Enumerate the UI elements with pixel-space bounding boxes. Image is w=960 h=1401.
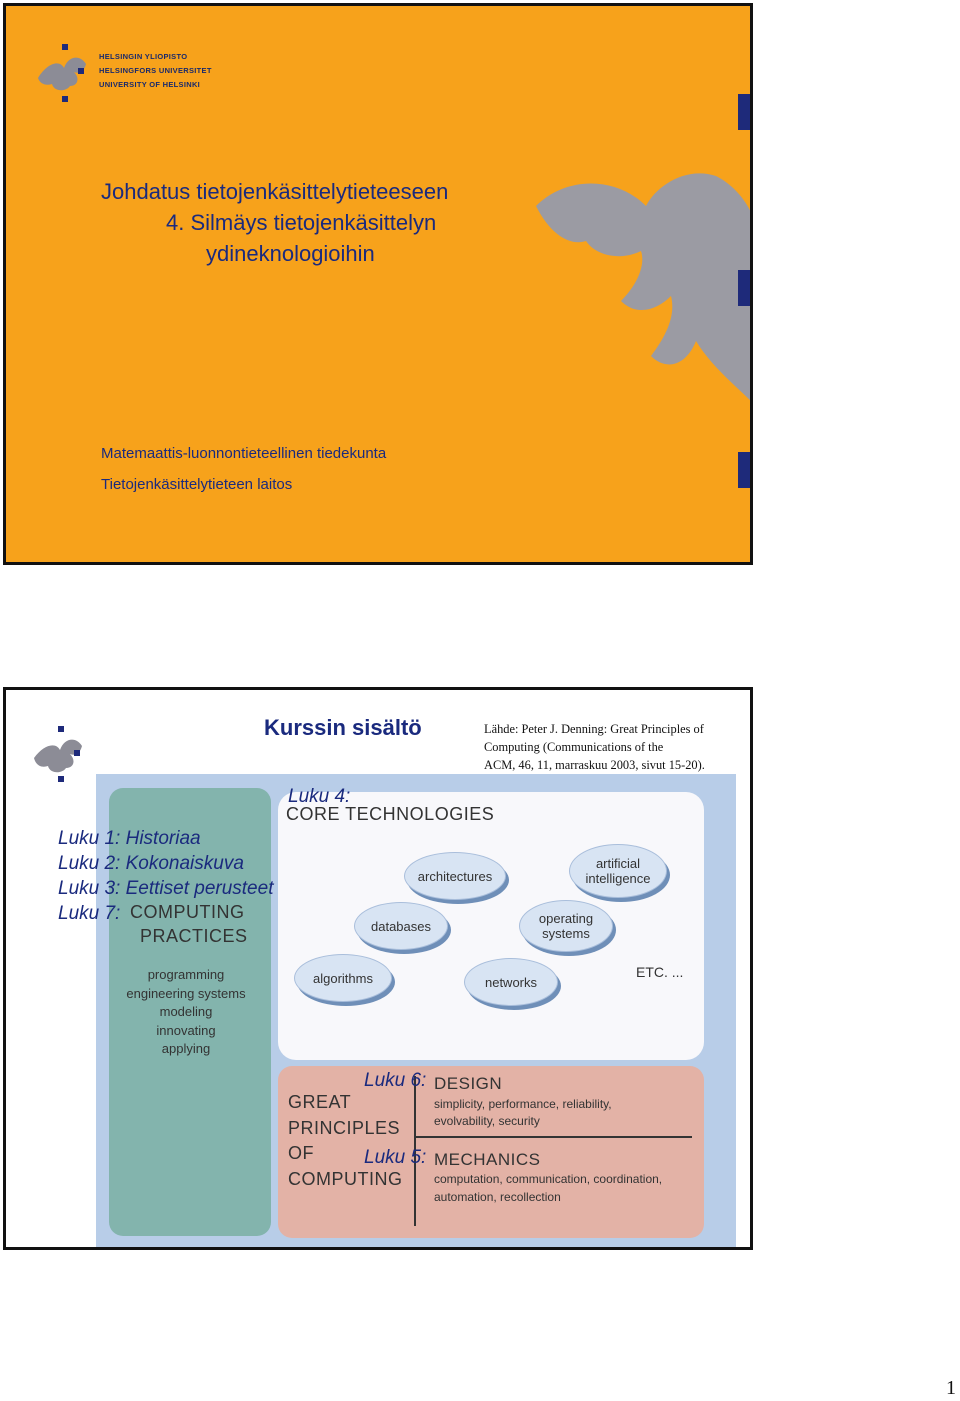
blue-square-decoration [738, 94, 753, 130]
ellipse-line: operating [538, 911, 594, 926]
university-line: HELSINGFORS UNIVERSITET [99, 66, 212, 75]
heading-line: COMPUTING [130, 902, 245, 922]
design-text [434, 1096, 612, 1130]
slide-title [101, 176, 448, 269]
blue-square-decoration [738, 270, 753, 306]
page-number: 1 [946, 1377, 956, 1399]
practices-list [116, 966, 256, 1059]
ellipse-label: networks [484, 974, 538, 990]
design-heading: DESIGN [434, 1074, 503, 1093]
faculty-info [101, 438, 386, 500]
core-technologies-heading: CORE TECHNOLOGIES [286, 804, 495, 824]
practice-item: programming [147, 967, 225, 982]
department-name: Tietojenkäsittelytieteen laitos [101, 476, 293, 493]
ellipse-label [539, 911, 593, 941]
title-line: 4. Silmäys tietojenkäsittelyn [166, 210, 437, 235]
source-line: ACM, 46, 11, marraskuu 2003, sivut 15-20). [484, 758, 705, 772]
mechanics-line: computation, communication, coordination, [434, 1172, 663, 1186]
practice-item: engineering systems [126, 985, 246, 1001]
mechanics-text [434, 1170, 662, 1206]
practice-item: applying [161, 1041, 211, 1056]
great-principles-heading [288, 1090, 403, 1192]
artificial-intelligence-ellipse [569, 844, 667, 898]
title-line: ydineknologioihin [206, 241, 375, 266]
core-technologies-panel [278, 792, 704, 1060]
ellipse-line: intelligence [585, 871, 651, 886]
ellipse-label [585, 856, 650, 886]
design-line: simplicity, performance, reliability, [434, 1097, 612, 1111]
networks-ellipse [464, 958, 558, 1006]
ellipse-label: algorithms [313, 970, 373, 986]
content-slide [3, 687, 753, 1250]
flame-decoration-icon [536, 166, 753, 406]
databases-ellipse [354, 902, 448, 950]
source-citation [484, 720, 753, 774]
operating-systems-ellipse [519, 900, 613, 952]
chapter-list [58, 826, 273, 926]
university-logo-icon [34, 42, 98, 106]
divider-line [414, 1136, 692, 1138]
source-line: Lähde: Peter J. Denning: Great Principles of [484, 722, 704, 736]
heading-line: COMPUTING [288, 1168, 403, 1189]
blue-square-decoration [738, 452, 753, 488]
mechanics-line: automation, recollection [434, 1190, 561, 1204]
design-line: evolvability, security [434, 1114, 540, 1128]
chapter-item: Luku 1: Historiaa [58, 828, 201, 849]
heading-line: PRACTICES [140, 926, 248, 946]
heading-line: OF [288, 1143, 314, 1163]
university-line: UNIVERSITY OF HELSINKI [99, 80, 201, 89]
university-line: HELSINGIN YLIOPISTO [99, 52, 188, 61]
heading-line: GREAT [288, 1092, 352, 1112]
ellipse-line: systems [542, 926, 590, 941]
faculty-name: Matemaattis-luonnontieteellinen tiedekunta [101, 445, 387, 462]
luku-6-label: Luku 6: [364, 1070, 427, 1091]
chapter-item: Luku 3: Eettiset perusteet [58, 878, 274, 899]
practice-item: innovating [156, 1022, 216, 1038]
luku-5-label: Luku 5: [364, 1147, 427, 1168]
ellipse-line: artificial [595, 856, 641, 871]
title-line: Johdatus tietojenkäsittelytieteeseen [101, 179, 449, 204]
etc-label: ETC. ... [636, 964, 684, 980]
heading-line: PRINCIPLES [288, 1117, 401, 1138]
title-slide [3, 3, 753, 565]
university-name [99, 50, 212, 92]
practice-item: modeling [159, 1004, 213, 1019]
architectures-ellipse [404, 852, 506, 900]
university-logo-icon [32, 726, 94, 786]
luku-4-label: Luku 4: [288, 786, 351, 807]
mechanics-heading: MECHANICS [434, 1150, 541, 1169]
ellipse-label: databases [371, 918, 431, 934]
source-line: Computing (Communications of the [484, 740, 664, 754]
algorithms-ellipse [294, 954, 392, 1002]
chapter-item: Luku 2: Kokonaiskuva [58, 853, 244, 874]
chapter-item: Luku 7: [58, 903, 121, 924]
ellipse-label: architectures [417, 868, 493, 884]
slide-title: Kurssin sisältö [264, 715, 422, 740]
